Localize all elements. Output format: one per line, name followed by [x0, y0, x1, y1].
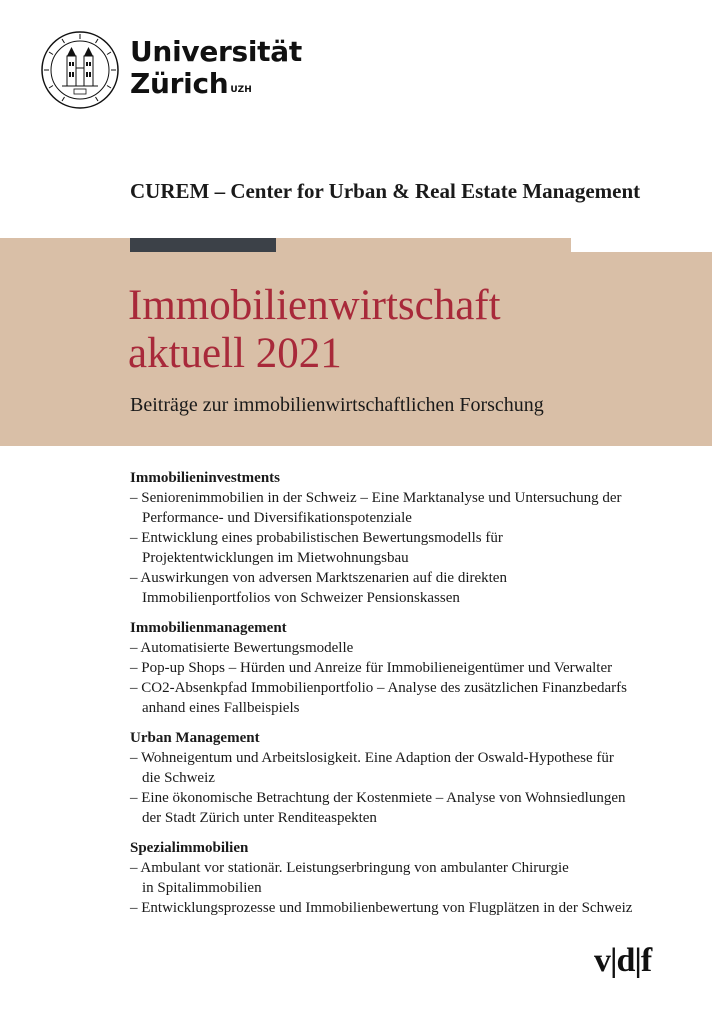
- book-subtitle: Beiträge zur immobilienwirtschaftlichen Forschung: [130, 394, 544, 416]
- university-name-line1: Universität: [130, 35, 302, 68]
- list-item: – Seniorenimmobilien in der Schweiz – Eine Marktanalyse und Untersuchung der Performance- und Diversifikationspotenziale: [130, 490, 622, 526]
- list-item: – Ambulant vor stationär. Leistungserbringung von ambulanter Chirurgie in Spitalimmobilien: [130, 860, 569, 896]
- list-item: – CO2-Absenkpfad Immobilienportfolio – Analyse des zusätzlichen Finanzbedarfs anhand eines Fallbeispiels: [130, 680, 627, 716]
- book-title: [128, 282, 501, 378]
- section-heading: Immobilienmanagement: [130, 620, 287, 636]
- university-name-line2: Zürich: [130, 67, 229, 100]
- publisher-logo: v|d|f: [594, 942, 652, 979]
- list-item: – Entwicklungsprozesse und Immobilienbewertung von Flugplätzen in der Schweiz: [130, 900, 633, 916]
- list-item: – Entwicklung eines probabilistischen Bewertungsmodells für Projektentwicklungen im Mietwohnungsbau: [130, 530, 503, 566]
- university-abbrev: UZH: [230, 85, 252, 95]
- band-notch: [571, 238, 712, 252]
- list-item: – Eine ökonomische Betrachtung der Kostenmiete – Analyse von Wohnsiedlungen der Stadt Zürich unter Renditeaspekten: [130, 790, 626, 826]
- university-seal-icon: [40, 30, 120, 110]
- section-heading: Immobilieninvestments: [130, 470, 280, 486]
- section-heading: Urban Management: [130, 730, 260, 746]
- book-title-line1: Immobilienwirtschaft: [128, 282, 501, 329]
- list-item: – Auswirkungen von adversen Marktszenarien auf die direkten Immobilienportfolios von Schweizer Pensionskassen: [130, 570, 507, 606]
- table-of-contents: [130, 468, 690, 928]
- section-immobilienmanagement: [130, 618, 690, 718]
- section-immobilieninvestments: [130, 468, 690, 608]
- section-urban-management: [130, 728, 690, 828]
- section-spezialimmobilien: [130, 838, 690, 918]
- list-item: – Automatisierte Bewertungsmodelle: [130, 640, 354, 656]
- list-item: – Pop-up Shops – Hürden und Anreize für Immobilieneigentümer und Verwalter: [130, 660, 613, 676]
- book-title-line2: aktuell 2021: [128, 330, 342, 377]
- center-name: CUREM – Center for Urban & Real Estate Management: [130, 179, 641, 203]
- accent-bar: [130, 238, 276, 252]
- section-heading: Spezialimmobilien: [130, 840, 249, 856]
- university-wordmark: [130, 36, 302, 100]
- list-item: – Wohneigentum und Arbeitslosigkeit. Eine Adaption der Oswald-Hypothese für die Schweiz: [130, 750, 614, 786]
